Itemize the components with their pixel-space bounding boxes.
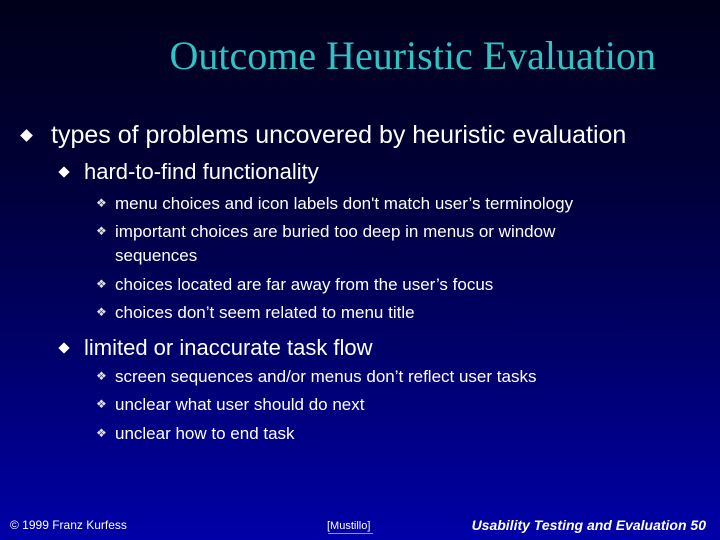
footer-copyright: © 1999 Franz Kurfess bbox=[10, 518, 127, 532]
bullet-text: hard-to-find functionality bbox=[84, 159, 319, 184]
bullet-level3 bbox=[96, 395, 365, 415]
diamond-icon bbox=[20, 129, 33, 142]
bullet-level3 bbox=[96, 275, 494, 295]
bullet-level3 bbox=[96, 367, 537, 387]
four-diamond-icon: ❖ bbox=[96, 369, 107, 383]
slide-title: Outcome Heuristic Evaluation bbox=[169, 33, 656, 78]
bullet-text: important choices are buried too deep in menus or window bbox=[115, 222, 556, 241]
bullet-continuation bbox=[115, 246, 197, 266]
bullet-text: unclear how to end task bbox=[115, 424, 295, 443]
bullet-level3 bbox=[96, 303, 415, 323]
footer-divider bbox=[328, 533, 373, 534]
bullet-text: choices don’t seem related to menu title bbox=[115, 303, 415, 322]
bullet-level2 bbox=[84, 335, 373, 361]
footer-source: [Mustillo] bbox=[327, 520, 371, 532]
footer-course-page: Usability Testing and Evaluation 50 bbox=[471, 517, 706, 533]
bullet-text: sequences bbox=[115, 246, 198, 265]
four-diamond-icon: ❖ bbox=[96, 277, 107, 291]
four-diamond-icon: ❖ bbox=[96, 305, 107, 319]
four-diamond-icon: ❖ bbox=[96, 224, 107, 238]
bullet-level3 bbox=[96, 222, 556, 242]
diamond-icon bbox=[58, 166, 69, 177]
bullet-text: types of problems uncovered by heuristic evaluation bbox=[51, 121, 627, 149]
bullet-text: limited or inaccurate task flow bbox=[84, 335, 373, 360]
bullet-level3 bbox=[96, 424, 295, 444]
four-diamond-icon: ❖ bbox=[96, 426, 107, 440]
bullet-level3 bbox=[96, 194, 574, 214]
four-diamond-icon: ❖ bbox=[96, 397, 107, 411]
bullet-text: unclear what user should do next bbox=[115, 395, 365, 414]
bullet-text: screen sequences and/or menus don’t reflect user tasks bbox=[115, 367, 537, 386]
bullet-text: menu choices and icon labels don't match user’s terminology bbox=[115, 194, 574, 213]
bullet-level1 bbox=[51, 121, 626, 150]
four-diamond-icon: ❖ bbox=[96, 196, 107, 210]
bullet-level2 bbox=[84, 159, 319, 185]
diamond-icon bbox=[58, 342, 69, 353]
bullet-text: choices located are far away from the user’s focus bbox=[115, 275, 494, 294]
